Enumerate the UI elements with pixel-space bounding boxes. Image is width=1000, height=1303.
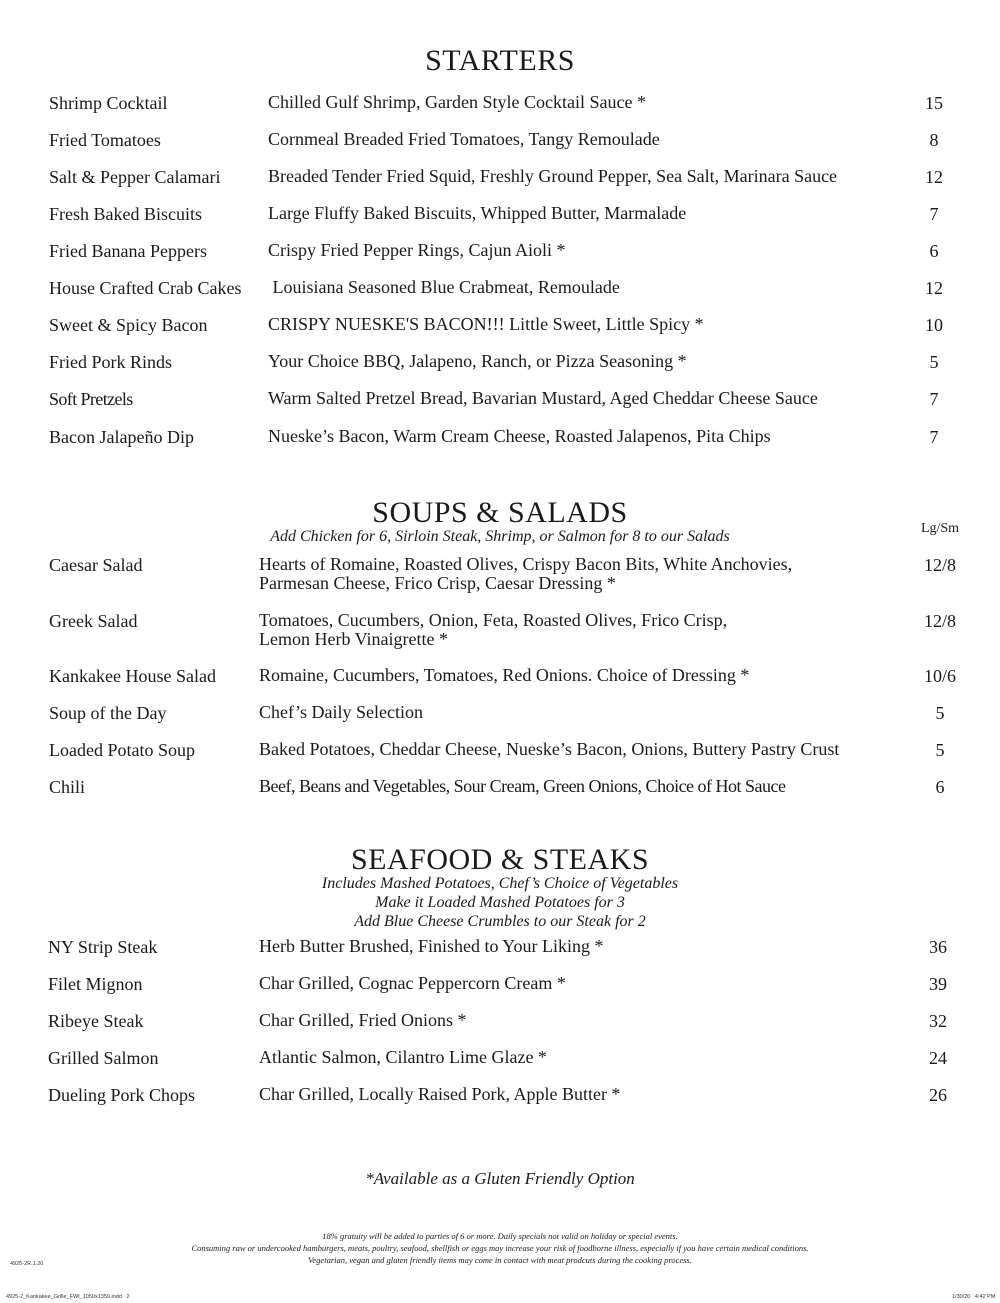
- description-line: Tomatoes, Cucumbers, Onion, Feta, Roasted Olives, Frico Crisp,: [259, 610, 728, 630]
- item-name: Bacon Jalapeño Dip: [49, 427, 194, 447]
- item-name: Fried Banana Peppers: [49, 241, 207, 261]
- item-name: Filet Mignon: [48, 974, 143, 994]
- item-price: 36: [929, 937, 947, 957]
- item-name: Fried Pork Rinds: [49, 352, 173, 372]
- item-name: Caesar Salad: [49, 555, 143, 575]
- menu-item: [0, 315, 1000, 339]
- menu-item: [0, 1085, 1000, 1109]
- item-name: Kankakee House Salad: [49, 666, 216, 686]
- item-description: Warm Salted Pretzel Bread, Bavarian Mustard, Aged Cheddar Cheese Sauce: [268, 388, 818, 408]
- menu-item: [0, 610, 1000, 649]
- item-price: 5: [935, 703, 945, 723]
- item-description: Cornmeal Breaded Fried Tomatoes, Tangy Remoulade: [268, 129, 660, 149]
- menu-item: [0, 278, 1000, 302]
- item-description: Chef’s Daily Selection: [259, 702, 423, 722]
- menu-item: [0, 352, 1000, 376]
- menu-item: [0, 703, 1000, 727]
- item-name: Sweet & Spicy Bacon: [49, 315, 208, 335]
- menu-item: [0, 554, 1000, 593]
- item-description: [259, 611, 727, 649]
- item-price: 10: [925, 315, 943, 335]
- item-price: 39: [929, 974, 947, 994]
- item-price: 15: [925, 93, 943, 113]
- menu-item: [0, 93, 1000, 117]
- item-description: Romaine, Cucumbers, Tomatoes, Red Onions. Choice of Dressing *: [259, 665, 750, 685]
- seafood-subtitle-3: Add Blue Cheese Crumbles to our Steak for 2: [354, 913, 646, 930]
- item-description: Large Fluffy Baked Biscuits, Whipped Butter, Marmalade: [268, 203, 687, 223]
- menu-item: [0, 241, 1000, 265]
- menu-item: [0, 427, 1000, 451]
- item-description: Louisiana Seasoned Blue Crabmeat, Remoulade: [268, 277, 620, 297]
- seafood-title: SEAFOOD & STEAKS: [350, 843, 650, 876]
- item-name: Chili: [49, 777, 86, 797]
- item-price: 8: [929, 130, 939, 150]
- item-price: 5: [935, 740, 945, 760]
- menu-item: [0, 1011, 1000, 1035]
- item-price: 32: [929, 1011, 947, 1031]
- menu-item: [0, 204, 1000, 228]
- description-line: Parmesan Cheese, Frico Crisp, Caesar Dressing *: [259, 573, 616, 593]
- item-name: Greek Salad: [49, 611, 138, 631]
- cross-contact-disclaimer: Vegetarian, vegan and gluten friendly items may come in contact with meat prodcuts during the cooking process.: [308, 1255, 692, 1265]
- size-header: Lg/Sm: [920, 521, 960, 536]
- file-info: 4925-2_Kankakee_Grille_FWI_1050x1350.indd 2: [6, 1294, 130, 1300]
- item-price: 6: [929, 241, 939, 261]
- item-description: Char Grilled, Locally Raised Pork, Apple Butter *: [259, 1084, 621, 1104]
- menu-item: [0, 740, 1000, 764]
- item-name: Soup of the Day: [49, 703, 167, 723]
- item-price: 7: [929, 389, 939, 409]
- menu-item: [0, 777, 1000, 801]
- item-description: Breaded Tender Fried Squid, Freshly Ground Pepper, Sea Salt, Marinara Sauce: [268, 166, 838, 186]
- item-description: Herb Butter Brushed, Finished to Your Liking *: [259, 936, 604, 956]
- gratuity-disclaimer: 18% gratuity will be added to parties of 6 or more. Daily specials not valid on holiday or special events.: [322, 1231, 678, 1241]
- item-price: 12: [925, 278, 943, 298]
- item-name: NY Strip Steak: [48, 937, 158, 957]
- seafood-subtitle-1: Includes Mashed Potatoes, Chef’s Choice of Vegetables: [321, 875, 679, 892]
- gluten-friendly-note: *Available as a Gluten Friendly Option: [365, 1169, 635, 1188]
- item-name: Salt & Pepper Calamari: [49, 167, 221, 187]
- item-price: 12: [925, 167, 943, 187]
- item-description: CRISPY NUESKE'S BACON!!! Little Sweet, Little Spicy *: [268, 314, 704, 334]
- item-name: Fried Tomatoes: [49, 130, 161, 150]
- item-description: Char Grilled, Fried Onions *: [259, 1010, 467, 1030]
- menu-item: [0, 974, 1000, 998]
- item-name: Ribeye Steak: [48, 1011, 144, 1031]
- starters-title: STARTERS: [425, 44, 575, 77]
- seafood-subtitle-2: Make it Loaded Mashed Potatoes for 3: [375, 894, 625, 911]
- item-name: Dueling Pork Chops: [48, 1085, 196, 1105]
- print-code: 4925-2R.1.20: [10, 1261, 44, 1267]
- item-price: 26: [929, 1085, 947, 1105]
- menu-item: [0, 130, 1000, 154]
- description-line: Lemon Herb Vinaigrette *: [259, 629, 449, 649]
- menu-item: [0, 1048, 1000, 1072]
- item-description: Baked Potatoes, Cheddar Cheese, Nueske’s Bacon, Onions, Buttery Pastry Crust: [259, 739, 840, 759]
- item-name: Soft Pretzels: [49, 389, 133, 409]
- item-price: 12/8: [923, 611, 956, 631]
- item-description: Atlantic Salmon, Cilantro Lime Glaze *: [259, 1047, 547, 1067]
- item-price: 7: [929, 204, 939, 224]
- item-description: Crispy Fried Pepper Rings, Cajun Aioli *: [268, 240, 566, 260]
- item-name: House Crafted Crab Cakes: [49, 278, 242, 298]
- menu-item: [0, 167, 1000, 191]
- item-description: Beef, Beans and Vegetables, Sour Cream, Green Onions, Choice of Hot Sauce: [259, 776, 786, 796]
- soups-subtitle: Add Chicken for 6, Sirloin Steak, Shrimp, or Salmon for 8 to our Salads: [270, 528, 730, 545]
- item-price: 10/6: [923, 666, 956, 686]
- item-price: 5: [929, 352, 939, 372]
- soups-title: SOUPS & SALADS: [372, 496, 628, 529]
- item-description: [259, 555, 792, 593]
- print-timestamp: 1/30/20 4:42 PM: [952, 1294, 996, 1300]
- raw-food-disclaimer: Consuming raw or undercooked hamburgers, meats, poultry, seafood, shellfish or eggs may increase your risk of foodborne illness, especially if you have certain medical conditions.: [191, 1243, 809, 1253]
- item-name: Shrimp Cocktail: [49, 93, 168, 113]
- item-description: Nueske’s Bacon, Warm Cream Cheese, Roasted Jalapenos, Pita Chips: [268, 426, 771, 446]
- menu-item: [0, 666, 1000, 690]
- description-line: Hearts of Romaine, Roasted Olives, Crispy Bacon Bits, White Anchovies,: [259, 554, 793, 574]
- item-price: 24: [929, 1048, 947, 1068]
- item-price: 12/8: [923, 555, 956, 575]
- item-description: Your Choice BBQ, Jalapeno, Ranch, or Pizza Seasoning *: [268, 351, 687, 371]
- menu-item: [0, 937, 1000, 961]
- item-description: Chilled Gulf Shrimp, Garden Style Cocktail Sauce *: [268, 92, 646, 112]
- item-name: Grilled Salmon: [48, 1048, 159, 1068]
- item-name: Loaded Potato Soup: [49, 740, 195, 760]
- item-price: 7: [929, 427, 939, 447]
- menu-item: [0, 389, 1000, 413]
- item-price: 6: [935, 777, 945, 797]
- item-name: Fresh Baked Biscuits: [49, 204, 202, 224]
- item-description: Char Grilled, Cognac Peppercorn Cream *: [259, 973, 566, 993]
